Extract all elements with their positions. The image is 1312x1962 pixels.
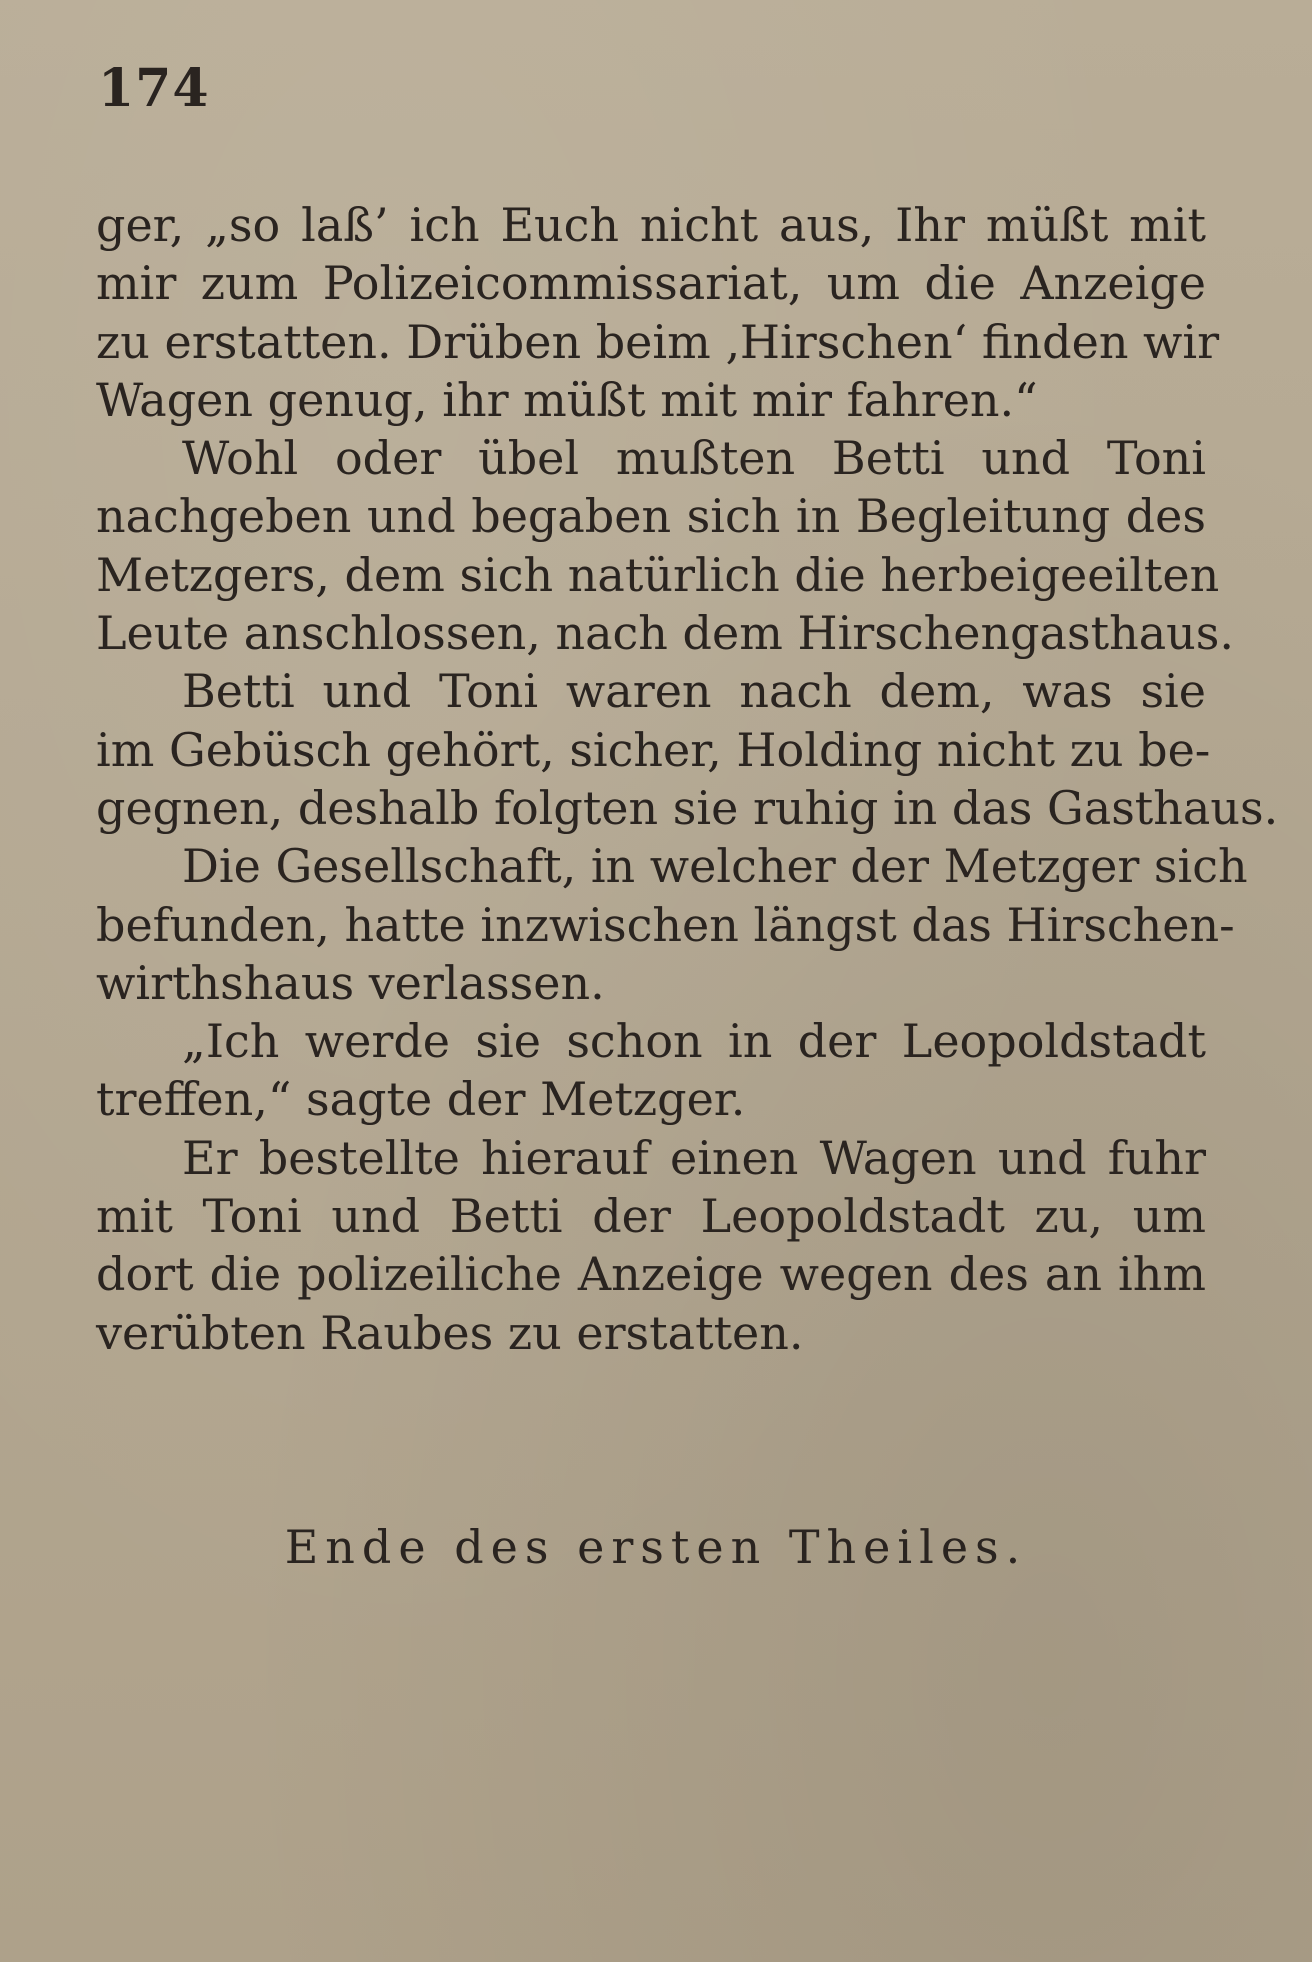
text-line: dort die polizeiliche Anzeige wegen des an ihm (96, 1247, 1206, 1302)
text-line: Wohl oder übel mußten Betti und Toni (182, 431, 1206, 486)
text-line: Die Gesellschaft, in welcher der Metzger sich (182, 839, 1248, 894)
text-line: zu erstatten. Drüben beim ‚Hirschen‘ finden wir (96, 314, 1220, 369)
text-line: „Ich werde sie schon in der Leopoldstadt (182, 1014, 1206, 1069)
text-line: wirthshaus verlassen. (96, 955, 605, 1010)
text-line: treffen,“ sagte der Metzger. (96, 1072, 746, 1127)
text-line: nachgeben und begaben sich in Begleitung des (96, 489, 1206, 544)
text-line: im Gebüsch gehört, sicher, Holding nicht zu be- (96, 722, 1211, 777)
text-line: mit Toni und Betti der Leopoldstadt zu, um (96, 1189, 1206, 1244)
page-number: 174 (98, 58, 210, 119)
text-line: Metzgers, dem sich natürlich die herbeigeeilten (96, 547, 1220, 602)
text-line: ger, „so laß’ ich Euch nicht aus, Ihr müßt mit (96, 198, 1206, 252)
text-line: Er bestellte hierauf einen Wagen und fuhr (182, 1130, 1206, 1185)
text-line: gegnen, deshalb folgten sie ruhig in das Gasthaus. (96, 780, 1279, 835)
text-line: Leute anschlossen, nach dem Hirschengasthaus. (96, 606, 1234, 661)
body-text (96, 196, 1279, 1362)
text-line: Betti und Toni waren nach dem, was sie (182, 664, 1206, 719)
text-line: befunden, hatte inzwischen längst das Hirschen- (96, 897, 1235, 952)
ending-note: Ende des ersten Theiles. (284, 1520, 1028, 1574)
text-line: Wagen genug, ihr müßt mit mir fahren.“ (96, 372, 1038, 427)
text-line: verübten Raubes zu erstatten. (96, 1305, 804, 1360)
text-line: mir zum Polizeicommissariat, um die Anzeige (96, 256, 1206, 311)
